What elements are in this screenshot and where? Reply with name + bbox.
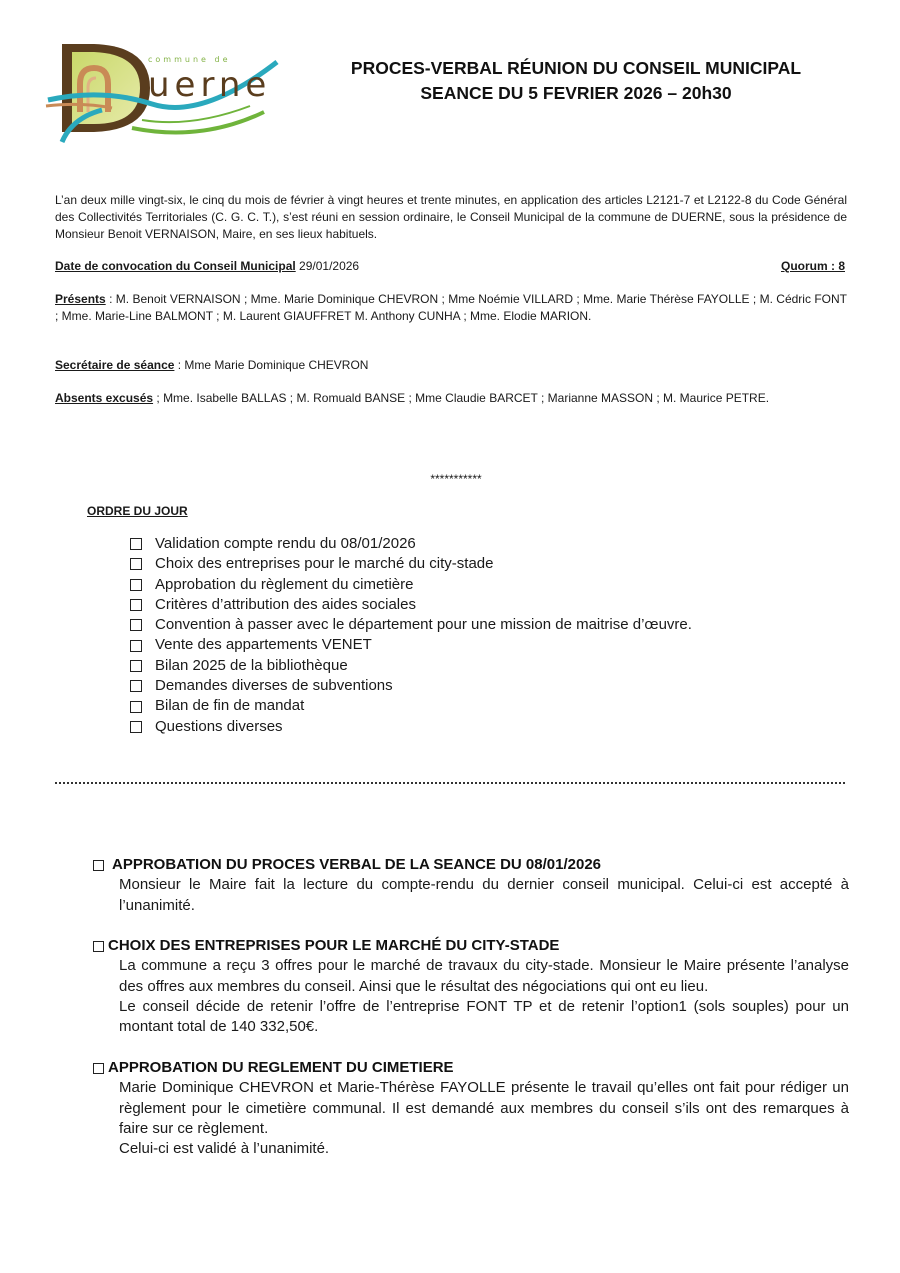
agenda-item-label: Demandes diverses de subventions (155, 677, 393, 695)
checkbox-icon (130, 599, 142, 611)
agenda-item-label: Validation compte rendu du 08/01/2026 (155, 535, 416, 552)
secretaire-value: : Mme Marie Dominique CHEVRON (174, 358, 369, 372)
section-paragraph: Le conseil décide de retenir l’offre de l’entreprise FONT TP et de retenir l’option1 (sols souples) pour un montant total de 140 332,50€. (119, 997, 849, 1036)
checkbox-icon (93, 941, 104, 952)
agenda-item-label: Approbation du règlement du cimetière (155, 575, 414, 593)
section-title: APPROBATION DU PROCES VERBAL DE LA SEANCE DU 08/01/2026 (112, 856, 602, 873)
title-line-2: SEANCE DU 5 FEVRIER 2026 – 20h30 (420, 83, 732, 103)
checkbox-icon (130, 680, 142, 692)
logo-big-text: uerne (148, 65, 272, 105)
section-paragraph: La commune a reçu 3 offres pour le marché de travaux du city-stade. Monsieur le Maire présente l’analyse des offres aux membres du conseil. Ainsi que le résultat des négociations qui ont eu lieu. (119, 957, 849, 995)
section-heading (93, 855, 849, 875)
section-heading (93, 1058, 849, 1078)
section-city-stade (93, 936, 849, 1037)
agenda-item (130, 676, 692, 696)
agenda-item-label: Questions diverses (155, 717, 283, 735)
section-paragraph: Monsieur le Maire fait la lecture du compte-rendu du dernier conseil municipal. Celui-ci est accepté à l’unanimité. (119, 876, 849, 914)
agenda-item (130, 696, 692, 716)
secretaire-label: Secrétaire de séance (55, 358, 175, 372)
agenda-item (130, 575, 692, 595)
section-body (93, 956, 849, 1037)
checkbox-icon (130, 640, 142, 652)
agenda-item-label: Bilan 2025 de la bibliothèque (155, 656, 348, 674)
section-heading (93, 936, 849, 956)
agenda-item (130, 717, 692, 737)
checkbox-icon (130, 558, 142, 570)
agenda-item (130, 534, 692, 554)
absents-label: Absents excusés (55, 391, 154, 405)
page-title (300, 56, 852, 106)
agenda-item (130, 595, 692, 615)
agenda-item (130, 554, 692, 574)
section-paragraph: Marie Dominique CHEVRON et Marie-Thérèse FAYOLLE présente le travail qu’elles ont fait pour rédiger un règlement pour le cimetière communal. Il est demandé aux membres du conseil s’ils ont des remarques à faire sur ce règlement. (119, 1079, 849, 1137)
agenda-item (130, 615, 692, 635)
presents-list: : M. Benoit VERNAISON ; Mme. Marie Dominique CHEVRON ; Mme Noémie VILLARD ; Mme. Marie Thérèse FAYOLLE ; M. Cédric FONT ; Mme. Marie-Line BALMONT ; M. Laurent GIAUFFRET M. Anthony CUNHA ; Mme. Elodie MARION. (55, 292, 847, 323)
dotted-divider (55, 782, 845, 784)
agenda-item-label: Bilan de fin de mandat (155, 697, 305, 715)
commune-logo (32, 32, 292, 150)
section-cimetiere (93, 1058, 849, 1159)
absents-paragraph (55, 390, 847, 407)
secretaire-paragraph (55, 357, 847, 374)
checkbox-icon (93, 860, 104, 871)
checkbox-icon (93, 1063, 104, 1074)
title-line-1: PROCES-VERBAL RÉUNION DU CONSEIL MUNICIPAL (350, 58, 802, 78)
presents-paragraph (55, 291, 847, 325)
agenda-item-label: Convention à passer avec le département pour une mission de maitrise d’œuvre. (155, 616, 692, 634)
section-title: APPROBATION DU REGLEMENT DU CIMETIERE (108, 1059, 454, 1076)
section-body (93, 875, 849, 916)
absents-list: ; Mme. Isabelle BALLAS ; M. Romuald BANSE ; Mme Claudie BARCET ; Marianne MASSON ; M. Maurice PETRE. (153, 391, 770, 405)
convocation-date: 29/01/2026 (295, 259, 360, 273)
checkbox-icon (130, 721, 142, 733)
checkbox-icon (130, 660, 142, 672)
intro-paragraph: L’an deux mille vingt-six, le cinq du mois de février à vingt heures et trente minutes, en application des articles L2121-7 et L2122-8 du Code Général des Collectivités Territoriales (C. G. C. T.), s’est réuni en session ordinaire, le Conseil Municipal de la commune de DUERNE, sous la présidence de Monsieur Benoit VERNAISON, Maire, en ses lieux habituels. (55, 193, 847, 241)
agenda-item (130, 635, 692, 655)
agenda-item (130, 656, 692, 676)
checkbox-icon (130, 579, 142, 591)
checkbox-icon (130, 619, 142, 631)
checkbox-icon (130, 538, 142, 550)
agenda-item-label: Choix des entreprises pour le marché du city-stade (155, 555, 494, 573)
section-body (93, 1078, 849, 1159)
presents-label: Présents (55, 292, 106, 306)
stars-separator: *********** (430, 472, 482, 486)
section-paragraph: Celui-ci est validé à l’unanimité. (119, 1140, 330, 1158)
section-title: CHOIX DES ENTREPRISES POUR LE MARCHÉ DU CITY-STADE (108, 937, 560, 954)
logo-small-text: commune de (148, 55, 231, 64)
agenda-list (130, 534, 692, 737)
convocation-row (55, 258, 845, 275)
agenda-item-label: Critères d’attribution des aides sociales (155, 595, 416, 613)
duerne-logo-graphic (32, 32, 292, 150)
checkbox-icon (130, 701, 142, 713)
section-approbation-pv (93, 855, 849, 916)
quorum: Quorum : 8 (780, 259, 845, 273)
convocation-label: Date de convocation du Conseil Municipal (55, 259, 296, 273)
agenda-item-label: Vente des appartements VENET (155, 636, 372, 654)
ordre-du-jour-title: ORDRE DU JOUR (87, 504, 188, 518)
